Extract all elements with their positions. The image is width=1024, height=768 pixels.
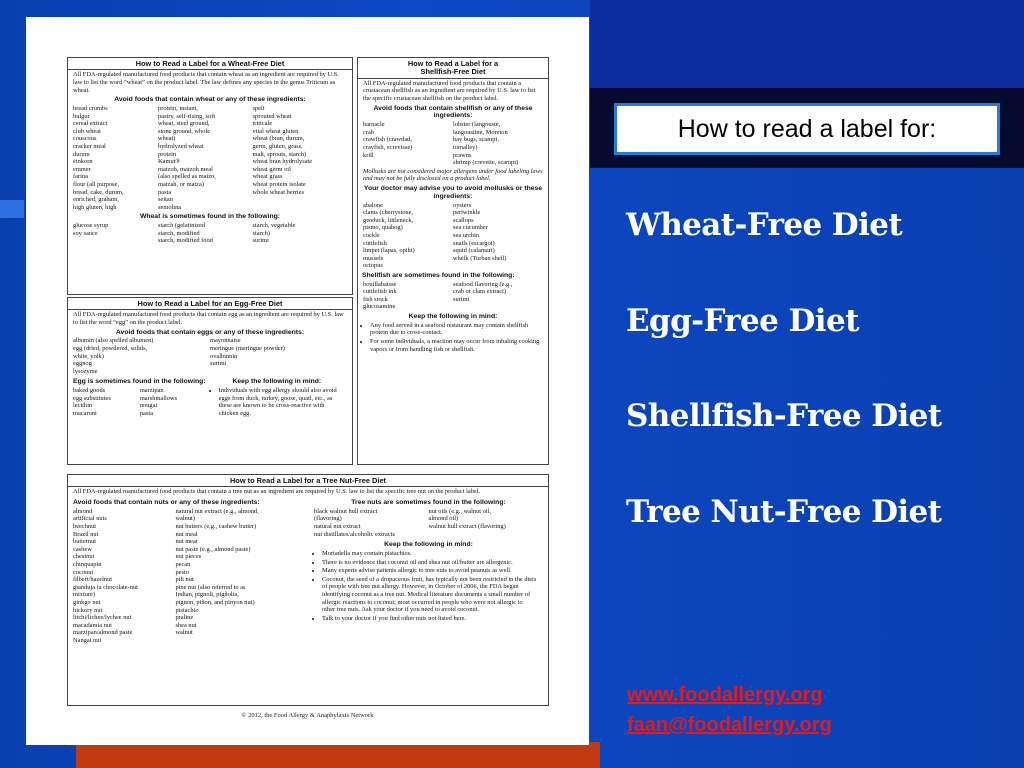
shellfish-avoid-list <box>358 121 548 167</box>
list-column <box>453 202 543 270</box>
diet-egg: Egg-Free Diet <box>626 303 859 339</box>
shellfish-found-heading: Shellfish are sometimes found in the following: <box>362 271 515 279</box>
list-item: pili nut <box>175 576 194 584</box>
list-item: albumin (also spelled albumen) <box>73 337 154 345</box>
list-item: fish stock <box>363 295 388 303</box>
list-item: starch, modified <box>158 229 200 237</box>
bullet-item: • Any food served in a seafood restaurant may contain shellfish protein due to cross-contact. <box>370 322 542 337</box>
list-item: wheat) <box>158 135 176 143</box>
list-item: farina <box>73 173 88 181</box>
bullet-item: • Many experts advise patients allergic to tree nuts to avoid peanuts as well. <box>322 567 537 575</box>
list-item: einkorn <box>73 158 93 166</box>
list-item: mixture) <box>73 591 96 599</box>
list-item: oysters <box>453 201 472 209</box>
list-item: Nangai nut <box>73 636 102 644</box>
list-column <box>140 387 207 417</box>
shellfish-avoid-heading: Avoid foods that contain shellfish or any of these ingredients: <box>373 104 533 120</box>
list-item: cuttlefish ink <box>363 288 397 296</box>
label-heading: How to read a label for: <box>677 114 937 143</box>
list-item: wheat bran hydrolysate <box>252 158 313 166</box>
list-column <box>429 508 543 538</box>
egg-section <box>67 297 353 465</box>
egg-avoid-heading: Avoid foods that contain eggs or any of these ingredients: <box>115 328 305 336</box>
document-page <box>26 17 589 745</box>
list-item: butternut <box>73 538 97 546</box>
list-item: crayfish, ecrevisse) <box>363 143 413 151</box>
list-item: barnacle <box>363 121 385 129</box>
list-item: starch) <box>252 229 270 237</box>
list-item: mussels <box>363 254 384 262</box>
list-item: glucosamine <box>363 303 396 311</box>
bullet-item: • For some individuals, a reaction may occur from inhaling cooking vapors or from handling fish or shellfish. <box>370 338 542 353</box>
list-column <box>73 387 140 417</box>
list-column <box>73 508 175 645</box>
list-item: semolina <box>158 203 182 211</box>
list-item: periwinkle <box>453 209 481 217</box>
list-item: wheat, steel ground, <box>158 120 210 128</box>
list-item: baked goods <box>73 387 106 395</box>
list-item: whelk (Turban shell) <box>453 254 507 262</box>
list-item: surimi <box>453 295 470 303</box>
email-link[interactable]: faan@foodallergy.org <box>627 714 832 736</box>
list-item: couscous <box>73 135 97 143</box>
list-column <box>363 121 453 167</box>
list-item: white, yolk) <box>73 352 104 360</box>
list-column <box>314 508 428 538</box>
treenut-found-list <box>314 508 543 538</box>
list-column <box>363 281 453 311</box>
list-item: egg (dried, powdered, solids, <box>73 344 148 352</box>
list-item: sea urchin <box>453 231 480 239</box>
list-item: natural nut extract <box>314 522 361 530</box>
treenut-avoid-heading: Avoid foods that contain nuts or any of these ingredients: <box>73 499 260 506</box>
shellfish-intro: All FDA-regulated manufactured food products that contain a crustacean shellfish as an ingredient are required by U.S. law to list the specific crustacean shellfish on the product label. <box>363 79 536 102</box>
list-item: pasta <box>158 188 172 196</box>
list-item: Kamut® <box>158 158 181 166</box>
list-item: starch, vegetable <box>252 222 296 230</box>
egg-title: How to Read a Label for an Egg-Free Diet <box>137 299 283 308</box>
list-item: lobster (langouste, <box>453 121 501 129</box>
shellfish-section <box>357 57 549 465</box>
list-item: Brazil nut <box>73 530 99 538</box>
bullet-item: • Mortadella may contain pistachios. <box>322 550 537 558</box>
list-item: sprouted wheat <box>252 112 292 120</box>
list-item: walnut) <box>175 515 195 523</box>
list-item: pistachio <box>175 606 199 614</box>
list-item: germ, gluten, grass, <box>252 142 303 150</box>
treenut-section <box>67 474 549 706</box>
list-item: (flavoring) <box>314 515 342 523</box>
list-item: flour (all purpose, <box>73 180 119 188</box>
list-item: vital wheat gluten <box>252 127 299 135</box>
list-item: bay bugs, scampi, <box>453 136 499 144</box>
mollusk-list <box>358 202 548 270</box>
list-column <box>73 222 158 245</box>
egg-keep-heading: Keep the following in mind: <box>232 378 322 386</box>
list-item: cereal extract <box>73 120 108 128</box>
wheat-title: How to Read a Label for a Wheat-Free Diet <box>135 59 285 68</box>
list-item: high gluten, high <box>73 203 117 211</box>
list-item: wheat grass <box>252 173 283 181</box>
list-item: krill <box>363 151 374 159</box>
list-item: abalone <box>363 201 383 209</box>
mollusk-heading: Your doctor may advise you to avoid mollusks or these ingredients: <box>363 184 543 200</box>
list-item: gianduja (a chocolate-nut <box>73 583 138 591</box>
list-item: nut paste (e.g., almond paste) <box>175 545 251 553</box>
treenut-keep-list <box>314 550 543 622</box>
shellfish-keep-heading: Keep the following in mind: <box>408 313 498 321</box>
header-band <box>590 0 1024 88</box>
list-item: artificial nuts <box>73 515 107 523</box>
list-item: nut pieces <box>175 553 202 561</box>
list-item: snails (escargot) <box>453 239 495 247</box>
diet-treenut: Tree Nut-Free Diet <box>626 494 942 530</box>
shellfish-found-list <box>358 281 548 311</box>
list-item: pecan <box>175 560 191 568</box>
list-item: starch, modified food <box>158 237 213 245</box>
list-item: macadamia nut <box>73 621 112 629</box>
list-item: marshmallows <box>139 394 178 402</box>
bullet-item: • Talk to your doctor if you find other nuts not listed here. <box>322 615 537 623</box>
list-item: club wheat <box>73 127 101 135</box>
list-item: pastry, self-rising, soft <box>158 112 216 120</box>
bullet-item: • There is no evidence that coconut oil and shea nut oil/butter are allergenic. <box>322 559 537 567</box>
shellfish-title-line2: Shellfish-Free Diet <box>420 67 486 77</box>
list-item: shea nut <box>175 621 197 629</box>
list-item: cashew <box>73 545 92 553</box>
list-item: wheat protein isolate <box>252 180 306 188</box>
treenut-avoid-list <box>73 508 314 645</box>
wheat-intro: All FDA-regulated manufactured food products that contain wheat as an ingredient are required by U.S. law to list the word “wheat” on the product label. The law defines any species in the genus Triticum as wheat. <box>73 71 339 94</box>
list-item: almond <box>73 507 93 515</box>
egg-found-list <box>73 387 207 417</box>
list-item: wheat (bran, durum, <box>252 135 305 143</box>
list-item: nougat <box>139 402 158 410</box>
list-item: natural nut extract (e.g., almond, <box>175 507 259 515</box>
list-item: geoduck, littleneck, <box>363 216 414 224</box>
copyright: © 2012, the Food Allergy & Anaphylaxis Network <box>241 712 374 719</box>
list-item: stone ground, whole <box>158 127 211 135</box>
treenut-found-heading: Tree nuts are sometimes found in the following: <box>351 499 506 506</box>
list-item: cracker meal <box>73 142 106 150</box>
list-item: bread, cake, durum, <box>73 188 124 196</box>
wheat-found-list <box>68 222 352 245</box>
list-item: scallops <box>453 216 474 224</box>
list-item: protein <box>158 150 177 158</box>
list-item: tomalley) <box>453 143 478 151</box>
list-item: praline <box>175 614 194 622</box>
list-column <box>73 337 210 375</box>
list-column <box>175 508 314 645</box>
list-column <box>253 222 347 245</box>
list-item: seitan <box>158 196 173 204</box>
list-item: egg substitutes <box>73 394 111 402</box>
egg-intro: All FDA-regulated manufactured food products that contain egg as an ingredient are required by U.S. law to list the word “egg” on the product label. <box>73 311 344 326</box>
list-item: emmer <box>73 165 91 173</box>
list-item: bouillabaisse <box>363 280 397 288</box>
list-item: cuttlefish <box>363 239 387 247</box>
list-item: wheat germ oil <box>252 165 291 173</box>
list-item: matzah, or matza) <box>158 180 204 188</box>
list-item: surimi <box>252 237 269 245</box>
list-item: macaroni <box>73 409 97 417</box>
treenut-intro: All FDA-regulated manufactured food products that contain a tree nut as an ingredient are required by U.S. law to list the specific tree nut on the product label. <box>73 488 481 496</box>
list-item: hickory nut <box>73 606 103 614</box>
list-item: walnut hull extract (flavoring) <box>428 522 506 530</box>
treenut-title: How to Read a Label for a Tree Nut-Free Diet <box>229 476 387 485</box>
list-item: nut meal <box>175 530 198 538</box>
list-item: matzoh, matzoh meal <box>158 165 213 173</box>
bullet-item: • Individuals with egg allergy should also avoid eggs from duck, turkey, goose, quail, etc., as these are known to be cross-reactive with chicken egg. <box>219 387 341 417</box>
list-item: ovalbumin <box>210 352 238 360</box>
shellfish-note: Mollusks are not considered major allergens under food labeling laws and may not be fully disclosed on a product label. <box>363 167 543 183</box>
label-heading-box <box>614 103 1000 155</box>
list-item: prawns <box>453 151 472 159</box>
list-item: pesto <box>175 568 189 576</box>
list-column <box>453 121 543 167</box>
list-column <box>453 281 543 311</box>
list-item: seafood flavoring (e.g., <box>453 280 513 288</box>
wheat-found-heading: Wheat is sometimes found in the following: <box>139 213 281 221</box>
list-item: squid (calamari) <box>453 247 495 255</box>
list-item: lecithin <box>73 402 93 410</box>
list-item: glucose syrup <box>73 222 109 230</box>
list-item: marzipan <box>139 387 164 395</box>
list-item: starch (gelatinized <box>158 222 206 230</box>
bullet-item: • Coconut, the seed of a drupaceous fruit, has typically not been restricted in the diets of people with tree nut allergy. However, in October of 2006, the FDA began identifying coconut as a tree nut. Medical literature documents a small number of allergic reactions to coconut; most occurred in people who were not allergic to other tree nuts. Ask your doctor if you need to avoid coconut. <box>322 576 537 614</box>
list-item: walnut <box>175 629 193 637</box>
list-item: marzipan/almond paste <box>73 629 133 637</box>
list-item: nut butters (e.g., cashew butter) <box>175 522 257 530</box>
list-item: surimi <box>210 360 227 368</box>
list-item: crab <box>363 128 374 136</box>
left-accent <box>0 200 24 218</box>
list-item: pismo, quahog) <box>363 224 403 232</box>
wheat-avoid-heading: Avoid foods that contain wheat or any of these ingredients: <box>114 96 306 104</box>
diet-wheat: Wheat-Free Diet <box>626 207 903 243</box>
shellfish-title-line1: How to Read a Label for a <box>407 59 499 68</box>
list-item: nut meat <box>175 538 198 546</box>
list-item: nut distillates/alcoholic extracts <box>314 530 395 538</box>
list-item: ginkgo nut <box>73 598 101 606</box>
list-item: durum <box>73 150 90 158</box>
list-item: filbert/hazelnut <box>73 576 113 584</box>
list-column <box>210 337 347 375</box>
list-item: crawfish (crawdad, <box>363 136 412 144</box>
list-item: malt, sprouts, starch) <box>252 150 307 158</box>
list-item: shrimp (crevette, scampi) <box>453 159 519 167</box>
list-item: protein, instant, <box>158 104 198 112</box>
wheat-avoid-list <box>68 105 352 211</box>
list-item: eggnog <box>73 360 92 368</box>
list-column <box>363 202 453 270</box>
list-item: hydrolyzed wheat <box>158 142 204 150</box>
list-item: pasta <box>139 409 153 417</box>
list-column <box>253 105 347 211</box>
list-item: nut oils (e.g., walnut oil, <box>428 507 491 515</box>
list-item: soy sauce <box>73 229 98 237</box>
list-item: pine nut (also referred to as <box>175 583 246 591</box>
list-item: litchi/lichee/lychee nut <box>73 614 132 622</box>
list-item: bread crumbs <box>73 104 108 112</box>
list-item: sea cucumber <box>453 224 488 232</box>
egg-avoid-list <box>68 337 352 375</box>
list-item: beechnut <box>73 522 97 530</box>
list-item: spelt <box>252 104 265 112</box>
list-item: cockle <box>363 231 380 239</box>
shellfish-keep-list <box>358 322 548 353</box>
list-item: mayonnaise <box>210 337 241 345</box>
diet-shellfish: Shellfish-Free Diet <box>626 398 942 434</box>
list-item: Indian, pignoli, pigñolia, <box>175 591 239 599</box>
website-link[interactable]: www.foodallergy.org <box>627 684 823 706</box>
bottom-accent <box>76 742 600 768</box>
list-item: bulgur <box>73 112 90 120</box>
list-item: octopus <box>363 262 383 270</box>
list-item: meringue (meringue powder) <box>210 344 285 352</box>
list-item: chestnut <box>73 553 95 561</box>
list-item: (also spelled as matzo, <box>158 173 216 181</box>
list-item: almond oil) <box>428 515 459 523</box>
list-item: coconut <box>73 568 94 576</box>
treenut-keep-heading: Keep the following in mind: <box>384 541 473 549</box>
egg-found-heading: Egg is sometimes found in the following: <box>73 378 206 386</box>
list-item: triticale <box>252 120 273 128</box>
list-item: whole wheat berries <box>252 188 304 196</box>
list-item: lysozyme <box>73 367 98 375</box>
list-item: black walnut hull extract <box>314 507 378 515</box>
list-item: crab or clam extract) <box>453 288 507 296</box>
list-column <box>158 105 252 211</box>
list-column <box>73 105 158 211</box>
list-item: chinquapin <box>73 560 102 568</box>
list-item: pignon, piñon, and pinyon nut) <box>175 598 255 606</box>
egg-keep-list <box>207 387 347 417</box>
list-column <box>158 222 252 245</box>
list-item: clams (cherrystone, <box>363 209 414 217</box>
list-item: limpet (lapas, opihi) <box>363 247 415 255</box>
wheat-section <box>67 57 353 295</box>
list-item: enriched, graham, <box>73 196 119 204</box>
list-item: langoustine, Moreton <box>453 128 508 136</box>
